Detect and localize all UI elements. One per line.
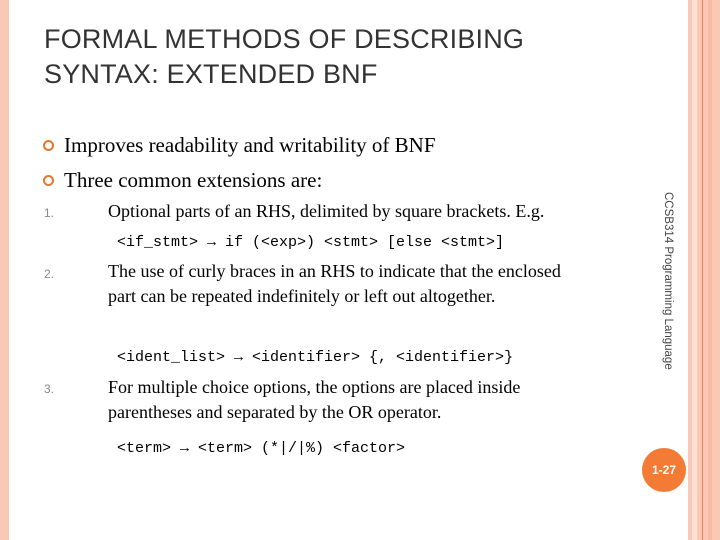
- code-example: <term> → <term> (*|/|%) <factor>: [117, 440, 406, 457]
- item-text: For multiple choice options, the options are placed inside parentheses and separated by the OR operator.: [108, 377, 521, 422]
- item-number: 3.: [44, 382, 55, 396]
- title-line-1: FORMAL METHODS OF DESCRIBING: [44, 24, 525, 54]
- left-decor-strip: [0, 0, 9, 540]
- course-footer: CCSB314 Programming Language: [662, 192, 674, 370]
- item-number: 2.: [44, 267, 55, 281]
- right-decor-strip: [688, 0, 720, 540]
- slide-number-badge: 1-27: [642, 448, 686, 492]
- bullet-text: Three common extensions are:: [64, 168, 323, 192]
- bullet-text: Improves readability and writability of BNF: [64, 133, 436, 157]
- item-number: 1.: [44, 206, 55, 220]
- code-example: <if_stmt> → if (<exp>) <stmt> [else <stmt>]: [117, 234, 505, 251]
- code-example: <ident_list> → <identifier> {, <identifier>}: [117, 349, 514, 366]
- slide-title: [44, 22, 524, 92]
- bullet-icon: [43, 175, 54, 186]
- item-text: The use of curly braces in an RHS to indicate that the enclosed part can be repeated indefinitely or left out altogether.: [108, 261, 561, 306]
- item-text: Optional parts of an RHS, delimited by square brackets. E.g.: [108, 201, 545, 221]
- bullet-icon: [43, 140, 54, 151]
- title-line-2: SYNTAX: EXTENDED BNF: [44, 59, 378, 89]
